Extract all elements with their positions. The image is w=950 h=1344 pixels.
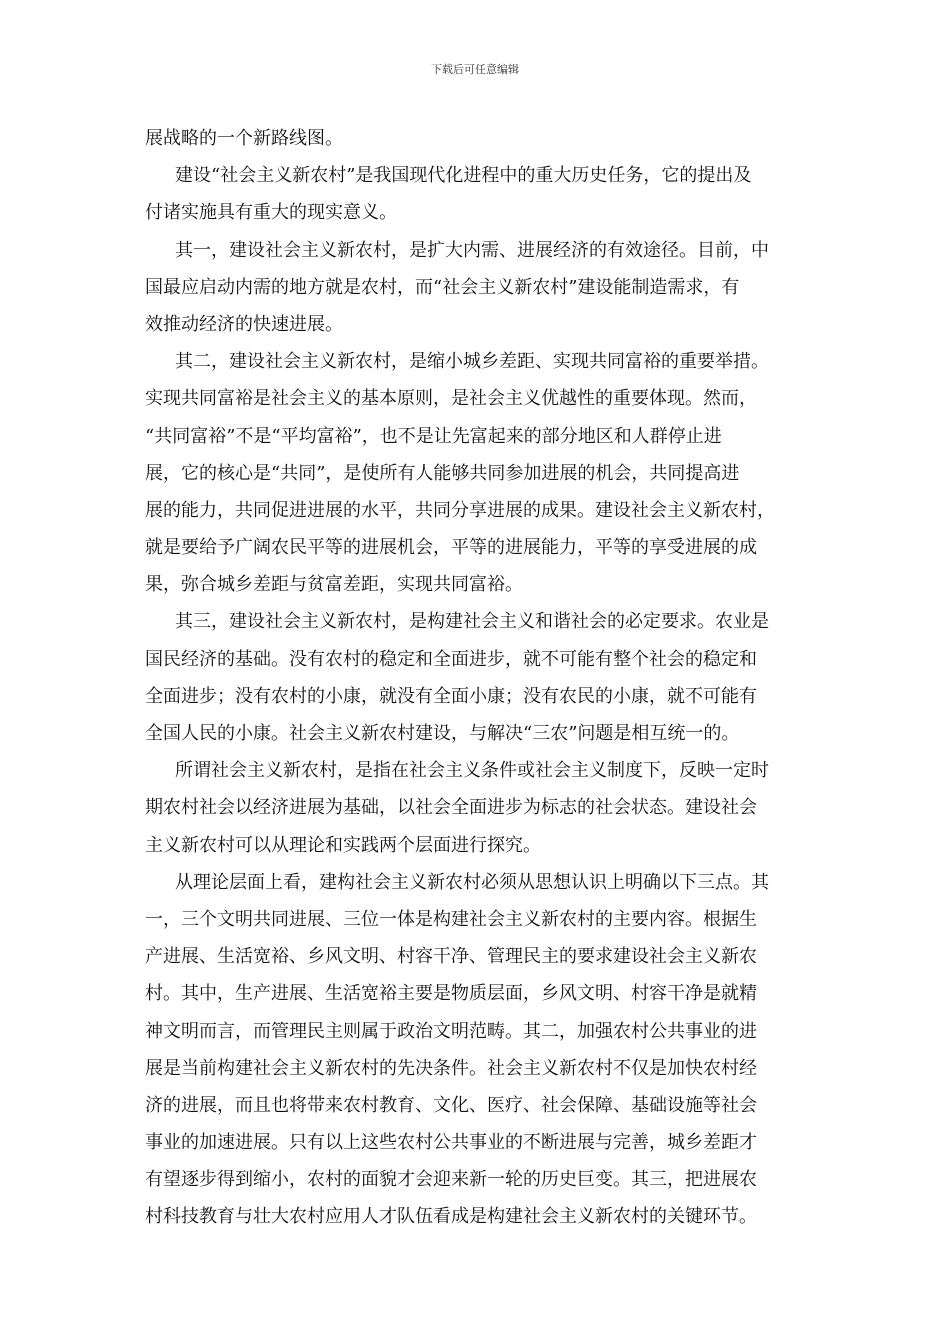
text-line: 主义新农村可以从理论和实践两个层面进行探究。: [145, 834, 541, 856]
text-line: 展是当前构建社会主义新农村的先决条件。社会主义新农村不仅是加快农村经: [145, 1057, 757, 1079]
text-line: 果，弥合城乡差距与贫富差距，实现共同富裕。: [145, 574, 523, 596]
text-line: 神文明而言，而管理民主则属于政治文明范畴。其二，加强农村公共事业的进: [145, 1020, 757, 1042]
text-line: 济的进展，而且也将带来农村教育、文化、医疗、社会保障、基础设施等社会: [145, 1094, 757, 1116]
text-line: 事业的加速进展。只有以上这些农村公共事业的不断进展与完善，城乡差距才: [145, 1132, 757, 1154]
text-line: 建设“社会主义新农村”是我国现代化进程中的重大历史任务，它的提出及: [175, 165, 752, 187]
text-line: 展，它的核心是“共同”，是使所有人能够共同参加进展的机会，共同提高进: [145, 462, 740, 484]
text-line: 一，三个文明共同进展、三位一体是构建社会主义新农村的主要内容。根据生: [145, 908, 757, 930]
text-line: 实现共同富裕是社会主义的基本原则，是社会主义优越性的重要体现。然而，: [145, 388, 757, 410]
text-line: 所谓社会主义新农村，是指在社会主义条件或社会主义制度下，反映一定时: [175, 760, 769, 782]
text-line: 产进展、生活宽裕、乡风文明、村容干净、管理民主的要求建设社会主义新农: [145, 946, 757, 968]
text-line: 村科技教育与壮大农村应用人才队伍看成是构建社会主义新农村的关键环节。: [145, 1206, 757, 1228]
page-header: 下载后可任意编辑: [431, 63, 519, 76]
text-line: 效推动经济的快速进展。: [145, 313, 343, 335]
document-body: [145, 120, 825, 1236]
text-line: 期农村社会以经济进展为基础，以社会全面进步为标志的社会状态。建设社会: [145, 797, 757, 819]
text-line: 从理论层面上看，建构社会主义新农村必须从思想认识上明确以下三点。其: [175, 871, 769, 893]
text-line: 就是要给予广阔农民平等的进展机会，平等的进展能力，平等的享受进展的成: [145, 537, 757, 559]
text-line: 村。其中，生产进展、生活宽裕主要是物质层面，乡风文明、村容干净是就精: [145, 983, 757, 1005]
text-line: 展战略的一个新路线图。: [145, 128, 343, 149]
text-line: 国最应启动内需的地方就是农村，而“社会主义新农村”建设能制造需求，有: [145, 276, 740, 298]
text-line: 付诸实施具有重大的现实意义。: [145, 202, 397, 224]
text-line: 国民经济的基础。没有农村的稳定和全面进步，就不可能有整个社会的稳定和: [145, 648, 757, 670]
text-line: “共同富裕”不是“平均富裕”，也不是让先富起来的部分地区和人群停止进: [145, 425, 722, 447]
text-line: 展的能力，共同促进进展的水平，共同分享进展的成果。建设社会主义新农村，: [145, 499, 775, 521]
text-line: 全国人民的小康。社会主义新农村建设，与解决“三农”问题是相互统一的。: [145, 723, 740, 744]
text-line: 有望逐步得到缩小，农村的面貌才会迎来新一轮的历史巨变。其三，把进展农: [145, 1169, 757, 1191]
text-line: 全面进步；没有农村的小康，就没有全面小康；没有农民的小康，就不可能有: [145, 685, 757, 707]
text-line: 其一，建设社会主义新农村，是扩大内需、进展经济的有效途径。目前，中: [175, 239, 769, 261]
text-line: 其三，建设社会主义新农村，是构建社会主义和谐社会的必定要求。农业是: [175, 611, 769, 633]
text-line: 其二，建设社会主义新农村，是缩小城乡差距、实现共同富裕的重要举措。: [175, 351, 769, 373]
